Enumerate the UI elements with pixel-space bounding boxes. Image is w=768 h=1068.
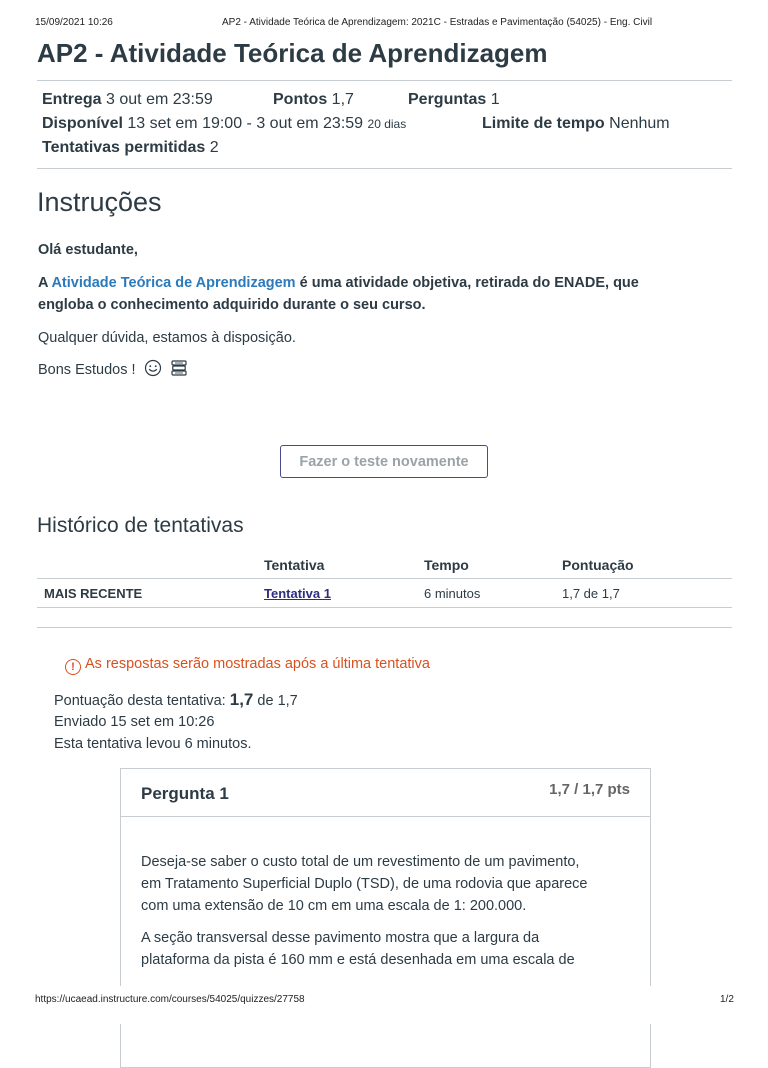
limite-value: Nenhum <box>609 115 670 132</box>
question-paragraph-1 <box>141 851 631 917</box>
page-bottom-margin <box>0 986 768 1024</box>
perguntas-label: Perguntas <box>408 91 487 108</box>
para-rest: é uma atividade objetiva, retirada do ENADE, que <box>295 275 639 291</box>
question-line: com uma extensão de 10 cm em uma escala de 1: 200.000. <box>141 898 527 914</box>
entrega-value: 3 out em 23:59 <box>106 91 213 108</box>
warning-text: As respostas serão mostradas após a última tentativa <box>85 656 430 672</box>
print-url: https://ucaead.instructure.com/courses/54025/quizzes/27758 <box>35 994 305 1005</box>
pontos-field <box>273 91 354 109</box>
tentativas-value: 2 <box>209 139 219 156</box>
score-label: Pontuação desta tentativa: <box>54 693 226 709</box>
print-page-title: AP2 - Atividade Teórica de Aprendizagem: 2021C - Estradas e Pavimentação (54025) - Eng. Civil <box>222 17 653 28</box>
question-paragraph-2 <box>141 927 631 971</box>
limite-label: Limite de tempo <box>482 115 605 132</box>
bons-estudos-text: Bons Estudos ! <box>38 362 136 378</box>
retake-quiz-button[interactable]: Fazer o teste novamente <box>280 445 488 478</box>
quiz-title: AP2 - Atividade Teórica de Aprendizagem <box>37 38 548 68</box>
print-page-number: 1/2 <box>720 994 734 1005</box>
question-header <box>121 769 650 817</box>
books-icon <box>170 359 188 384</box>
instructions-duvida: Qualquer dúvida, estamos à disposição. <box>38 330 296 346</box>
question-line: A seção transversal desse pavimento mostra que a largura da <box>141 930 540 946</box>
entrega-label: Entrega <box>42 91 102 108</box>
instructions-bons-estudos <box>38 359 188 384</box>
disponivel-label: Disponível <box>42 115 123 132</box>
disponivel-value: 13 set em 19:00 - 3 out em 23:59 <box>127 115 364 132</box>
entrega-field <box>42 91 213 109</box>
section-divider <box>37 627 732 628</box>
history-col-pontuacao: Pontuação <box>562 557 634 573</box>
limite-field <box>482 115 670 133</box>
attempt-link[interactable]: Tentativa 1 <box>264 586 331 601</box>
question-title: Pergunta 1 <box>141 784 229 803</box>
history-heading: Histórico de tentativas <box>37 514 244 537</box>
perguntas-value: 1 <box>490 91 500 108</box>
question-points: 1,7 / 1,7 pts <box>549 781 630 798</box>
para-prefix: A <box>38 275 52 291</box>
history-col-tentativa: Tentativa <box>264 557 325 573</box>
question-line: plataforma da pista é 160 mm e está desenhada em uma escala de <box>141 952 575 968</box>
history-col-tempo: Tempo <box>424 557 469 573</box>
pontos-value: 1,7 <box>331 91 354 108</box>
pontos-label: Pontos <box>273 91 328 108</box>
instructions-greeting: Olá estudante, <box>38 242 138 258</box>
perguntas-field <box>408 91 500 109</box>
table-row-divider <box>37 607 732 608</box>
submitted-line: Enviado 15 set em 10:26 <box>54 714 215 730</box>
score-value: 1,7 <box>229 690 254 709</box>
attempt-score-line <box>54 690 298 710</box>
activity-link[interactable]: Atividade Teórica de Aprendizagem <box>51 275 296 291</box>
instructions-paragraph <box>38 272 718 316</box>
duration-line: Esta tentativa levou 6 minutos. <box>54 736 252 752</box>
print-datetime: 15/09/2021 10:26 <box>35 17 113 28</box>
table-header-divider <box>37 578 732 579</box>
attempt-link-cell <box>264 586 331 601</box>
row-label: MAIS RECENTE <box>44 586 143 601</box>
divider <box>37 80 732 81</box>
para-line2: engloba o conhecimento adquirido durante o seu curso. <box>38 297 426 313</box>
divider <box>37 168 732 169</box>
instructions-heading: Instruções <box>37 187 162 217</box>
tentativas-label: Tentativas permitidas <box>42 139 206 156</box>
score-suffix: de 1,7 <box>257 693 298 709</box>
row-score: 1,7 de 1,7 <box>562 586 620 601</box>
disponivel-field <box>42 115 406 133</box>
question-line: Deseja-se saber o custo total de um revestimento de um pavimento, <box>141 854 580 870</box>
smiley-icon <box>144 359 162 384</box>
warning-icon: ! <box>65 659 81 675</box>
disponivel-days: 20 dias <box>367 117 407 131</box>
row-time: 6 minutos <box>424 586 481 601</box>
quiz-meta-row-3 <box>42 139 219 157</box>
question-line: em Tratamento Superficial Duplo (TSD), de uma rodovia que aparece <box>141 876 588 892</box>
answers-hidden-warning <box>65 656 430 675</box>
